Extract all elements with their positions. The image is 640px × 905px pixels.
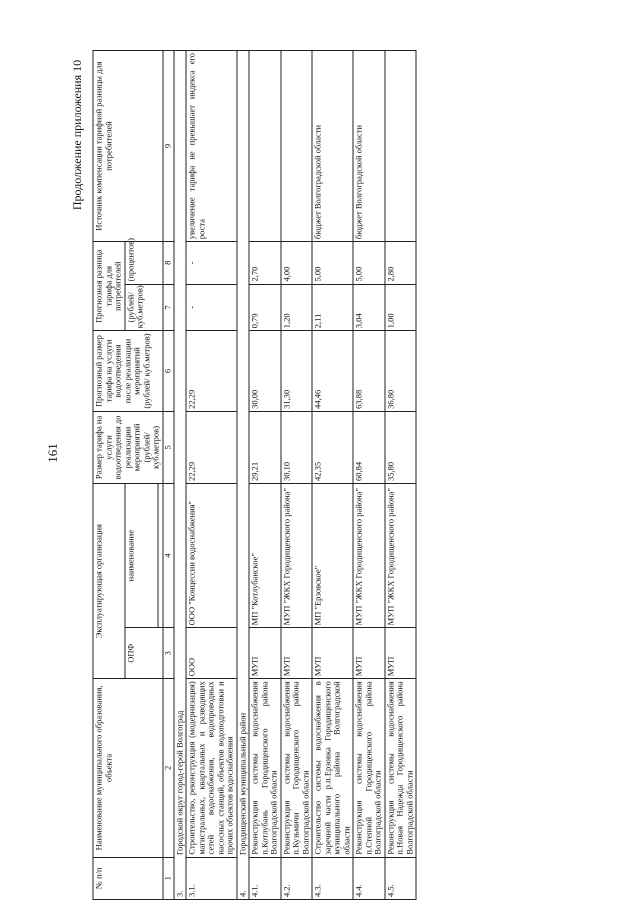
table-row	[186, 51, 237, 900]
header-diff: Прогнозная разница тарифа для потребителей	[93, 242, 125, 331]
row-number: 4.3.	[312, 857, 353, 899]
object-name: Реконструкция системы водоснабжения п.Котлубань Городищенского района Волгоградской области	[249, 679, 281, 857]
diff-rub: -	[186, 284, 237, 331]
diff-rub: 1,00	[385, 284, 417, 331]
column-index: 2	[163, 679, 174, 857]
tariff-before: 30,10	[281, 411, 313, 483]
tariff-table	[93, 50, 417, 900]
tariff-after: 31,30	[281, 331, 313, 412]
org-name: МП "Ерзовское"	[312, 484, 353, 628]
header-tariff-before: Размер тарифа на услуги водоотведения до реализации мероприятий (рублей/ куб.метров)	[93, 411, 163, 483]
compensation-source: увеличение тарифа не превышает индекса его роста	[186, 51, 237, 242]
opf-cell: ООО	[186, 628, 237, 679]
header-diff-rub: (рублей/ куб.метров)	[125, 284, 163, 331]
compensation-source: бюджет Волгоградской области	[312, 51, 353, 242]
page-number: 161	[45, 443, 60, 463]
org-name: МУП "ЖКХ Городищенского района"	[385, 484, 417, 628]
header-orgname: наименование	[125, 484, 159, 628]
opf-cell: МУП	[353, 628, 385, 679]
continuation-caption: Продолжение приложения 10	[70, 59, 84, 211]
column-index: 3	[163, 628, 174, 679]
tariff-after: 30,00	[249, 331, 281, 412]
diff-pct: -	[186, 242, 237, 284]
table-body	[174, 51, 417, 900]
diff-rub: 3,04	[353, 284, 385, 331]
column-index: 1	[163, 857, 174, 899]
table-row	[353, 51, 385, 900]
org-name: МУП "ЖКХ Городищенского района"	[353, 484, 385, 628]
tariff-before: 60,84	[353, 411, 385, 483]
diff-pct: 5,00	[312, 242, 353, 284]
tariff-before: 22,29	[186, 411, 237, 483]
header-diff-pct: (процентов)	[125, 242, 163, 284]
tariff-before: 42,35	[312, 411, 353, 483]
diff-pct: 2,80	[385, 242, 417, 284]
compensation-source: бюджет Волгоградской области	[353, 51, 385, 242]
org-name: ООО "Концессии водоснабжения"	[186, 484, 237, 628]
column-index: 7	[163, 284, 174, 331]
compensation-source	[249, 51, 281, 242]
section-title: Городской округ город-герой Волгоград	[174, 51, 187, 858]
column-index: 4	[163, 484, 174, 628]
object-name: Строительство, реконструкция (модернизация) магистральных, квартальных и разводящих сетей водоснабжения, водопроводных насосных станций, объектов водоподготовки и прочих объектов водоснабжения	[186, 679, 237, 857]
diff-pct: 5,00	[353, 242, 385, 284]
header-source: Источник компенсации тарифной разницы для потребителей	[93, 51, 163, 242]
opf-cell: МУП	[281, 628, 313, 679]
object-name: Реконструкция системы водоснабжения п.Кузьмичи Городищенского района Волгоградской области	[281, 679, 313, 857]
table-row	[312, 51, 353, 900]
column-index: 9	[163, 51, 174, 242]
section-title: Городищенский муниципальный район	[237, 51, 250, 858]
header-tariff-after: Прогнозный размер тарифа на услуги водоотведения после реализации мероприятий (рублей/ куб.метров)	[93, 331, 163, 412]
opf-cell: МУП	[249, 628, 281, 679]
header-opf: ОПФ	[125, 628, 163, 679]
row-number: 4.	[237, 857, 250, 899]
table-row	[249, 51, 281, 900]
tariff-after: 63,88	[353, 331, 385, 412]
tariff-before: 29,21	[249, 411, 281, 483]
row-number: 4.5.	[385, 857, 417, 899]
row-number: 3.	[174, 857, 187, 899]
row-number: 4.2.	[281, 857, 313, 899]
table-header	[93, 51, 174, 900]
table-row	[385, 51, 417, 900]
header-num: № п/п	[93, 857, 163, 899]
column-index: 6	[163, 331, 174, 412]
diff-pct: 2,70	[249, 242, 281, 284]
header-name: Наименование муниципального образования, объекта	[93, 679, 163, 857]
diff-rub: 0,79	[249, 284, 281, 331]
column-index: 5	[163, 411, 174, 483]
column-index: 8	[163, 242, 174, 284]
column-index-row	[163, 51, 174, 900]
org-name: МУП "ЖКХ Городищенского района"	[281, 484, 313, 628]
row-number: 4.4.	[353, 857, 385, 899]
tariff-after: 22,29	[186, 331, 237, 412]
object-name: Реконструкция системы водоснабжения п.Степной Городищенского района Волгоградской области	[353, 679, 385, 857]
diff-rub: 1,20	[281, 284, 313, 331]
table-row	[281, 51, 313, 900]
org-name: МП "Котлубанское"	[249, 484, 281, 628]
section-row	[174, 51, 187, 900]
row-number: 3.1.	[186, 857, 237, 899]
object-name: Реконструкция системы водоснабжения п.Новая Надежда Городищенского района Волгоградской области	[385, 679, 417, 857]
diff-rub: 2,11	[312, 284, 353, 331]
tariff-before: 35,80	[385, 411, 417, 483]
compensation-source	[281, 51, 313, 242]
compensation-source	[385, 51, 417, 242]
section-row	[237, 51, 250, 900]
row-number: 4.1.	[249, 857, 281, 899]
tariff-after: 44,46	[312, 331, 353, 412]
opf-cell: МУП	[312, 628, 353, 679]
object-name: Строительство системы водоснабжения в заречной части р.п.Ерзовка Городищенского муниципального района Волгоградской области	[312, 679, 353, 857]
rotated-table-container	[93, 50, 548, 900]
header-org: Эксплуатирующая организация	[93, 484, 125, 679]
tariff-after: 36,80	[385, 331, 417, 412]
diff-pct: 4,00	[281, 242, 313, 284]
opf-cell: МУП	[385, 628, 417, 679]
